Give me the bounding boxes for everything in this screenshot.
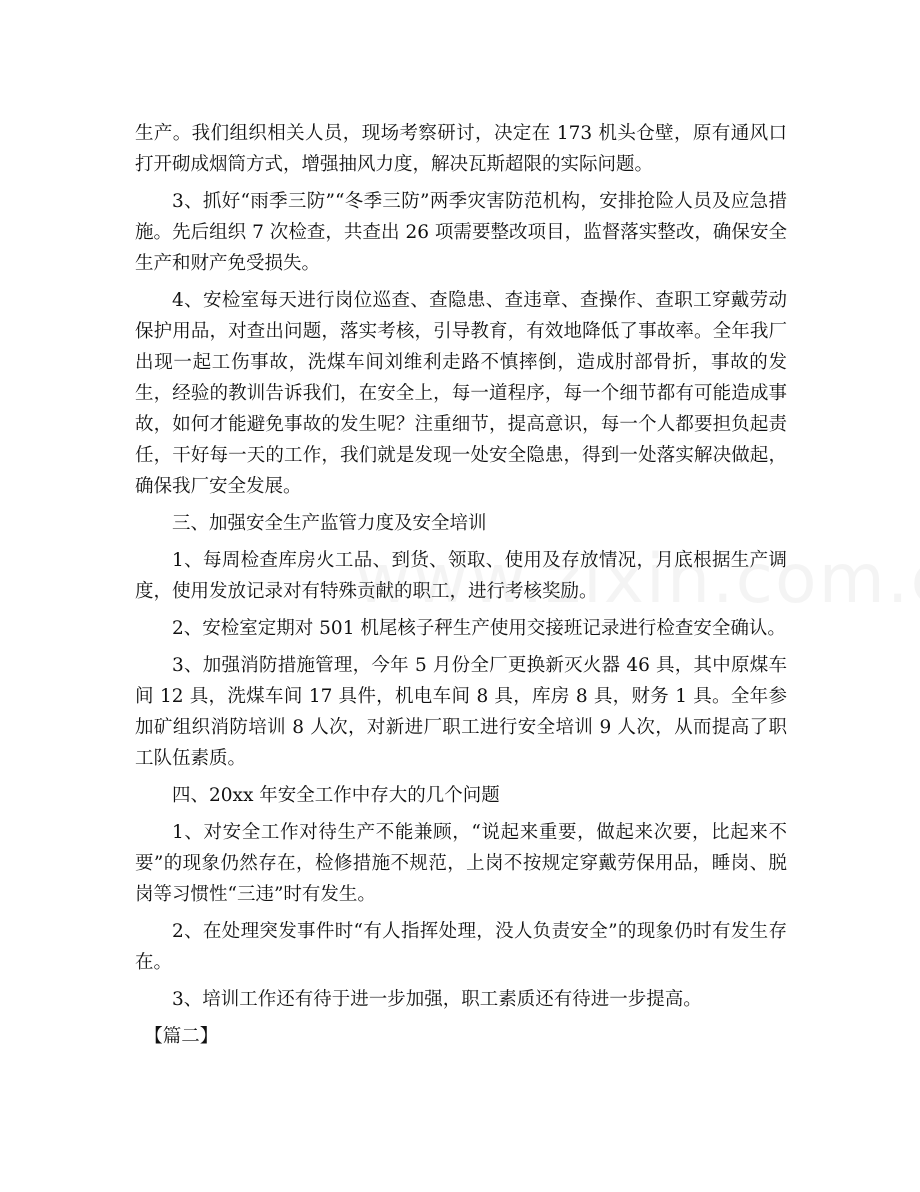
paragraph-item-4-inspection: 4、安检室每天进行岗位巡查、查隐患、查违章、查操作、查职工穿戴劳动保护用品，对查出问题，落实考核，引导教育，有效地降低了事故率。全年我厂出现一起工伤事故，洗煤车间刘维利走路不慎摔倒，造成肘部骨折，事故的发生，经验的教训告诉我们，在安全上，每一道程序，每一个细节都有可能造成事故，如何才能避免事故的发生呢？注重细节，提高意识，每一个人都要担负起责任，干好每一天的工作，我们就是发现一处安全隐患，得到一处落实解决做起，确保我厂安全发展。 [135, 290, 787, 497]
document-body [135, 118, 787, 1058]
paragraph-issue-3: 3、培训工作还有待于进一步加强，职工素质还有待进一步提高。 [172, 989, 702, 1010]
part-heading: 【篇二】 [144, 1026, 219, 1047]
paragraph-issue-2: 2、在处理突发事件时“有人指挥处理，没人负责安全”的现象仍时有发生存在。 [135, 921, 787, 973]
section-heading-4: 四、20xx 年安全工作中存大的几个问题 [172, 785, 500, 806]
paragraph-item-1-storage: 1、每周检查库房火工品、到货、领取、使用及存放情况，月底根据生产调度，使用发放记录对有特殊贡献的职工，进行考核奖励。 [135, 550, 787, 602]
paragraph-item-2-scale: 2、安检室定期对 501 机尾核子秤生产使用交接班记录进行检查安全确认。 [172, 618, 786, 639]
paragraph-continuation: 生产。我们组织相关人员，现场考察研讨，决定在 173 机头仓壁，原有通风口打开砌成烟筒方式，增强抽风力度，解决瓦斯超限的实际问题。 [135, 123, 787, 175]
paragraph-issue-1: 1、对安全工作对待生产不能兼顾，“说起来重要，做起来次要，比起来不要”的现象仍然存在，检修措施不规范，上岗不按规定穿戴劳保用品，睡岗、脱岗等习惯性“三违”时有发生。 [135, 822, 787, 905]
paragraph-item-3-seasonal: 3、抓好“雨季三防”“冬季三防”两季灾害防范机构，安排抢险人员及应急措施。先后组织 7 次检查，共查出 26 项需要整改项目，监督落实整改，确保安全生产和财产免受损失。 [135, 191, 787, 274]
paragraph-item-3-fire: 3、加强消防措施管理，今年 5 月份全厂更换新灭火器 46 具，其中原煤车间 12 具，洗煤车间 17 具件，机电车间 8 具，库房 8 具，财务 1 具。全年参加矿组织消防培训 8 人次，对新进厂职工进行安全培训 9 人次，从而提高了职工队伍素质。 [135, 655, 787, 769]
section-heading-3: 三、加强安全生产监管力度及安全培训 [172, 513, 487, 534]
